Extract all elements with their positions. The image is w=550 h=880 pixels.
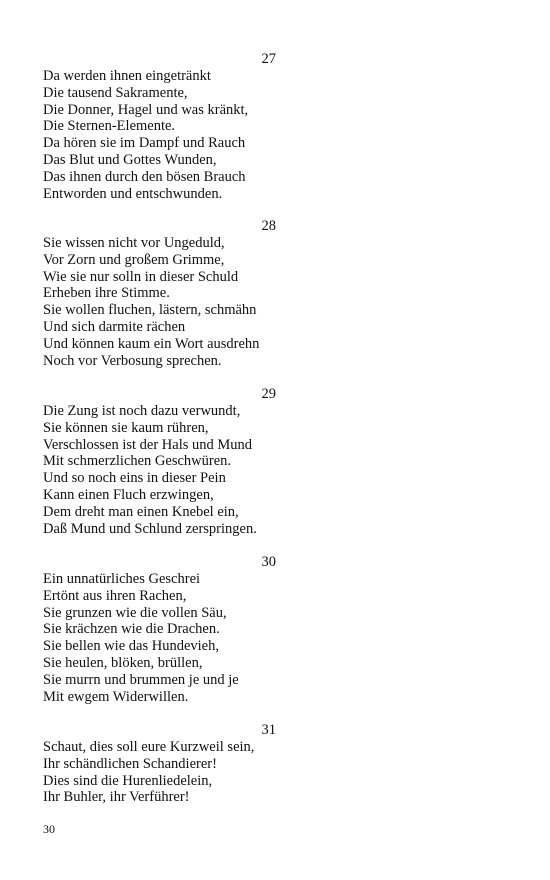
verse-line: Sie wissen nicht vor Ungeduld, [43,235,225,251]
verse-line: Sie wollen fluchen, lästern, schmähn [43,302,257,319]
verse-line: Entworden und entschwunden. [43,185,223,202]
verse-line: Die Donner, Hagel und was kränkt, [43,101,249,118]
stanza-29 [43,386,293,537]
stanza-30 [43,554,293,705]
verse-line: Das Blut und Gottes Wunden, [43,151,217,168]
verse-line: Sie krächzen wie die Drachen. [43,621,220,638]
stanza-31 [43,722,293,806]
verse-line: Kann einen Fluch erzwingen, [43,486,214,503]
verse-line: Verschlossen ist der Hals und Mund [43,436,253,453]
stanza-number: 29 [261,386,276,402]
stanza-number: 28 [261,218,276,234]
verse-line: Ihr schändlichen Schandierer! [43,755,217,772]
verse-line: Ein unnatürliches Geschrei [43,571,201,587]
verse-line: Vor Zorn und großem Grimme, [43,251,225,268]
verse-line: Dies sind die Hurenliedelein, [43,772,213,789]
verse-line: Da hören sie im Dampf und Rauch [43,135,246,152]
verse-line: Und so noch eins in dieser Pein [43,470,226,487]
verse-line: Sie heulen, blöken, brüllen, [43,654,203,671]
verse-line: Erheben ihre Stimme. [43,285,170,302]
verse-line: Die Sternen-Elemente. [43,118,176,135]
verse-line: Ihr Buhler, ihr Verführer! [43,789,190,806]
verse-line: Dem dreht man einen Knebel ein, [43,503,239,520]
verse-line: Schaut, dies soll eure Kurzweil sein, [43,739,255,755]
verse-line: Mit schmerzlichen Geschwüren. [43,453,232,470]
verse-line: Und sich darmite rächen [43,318,186,335]
stanza-27 [43,51,293,202]
page-number: 30 [43,822,55,836]
verse-line: Ertönt aus ihren Rachen, [43,587,187,604]
verse-line: Sie können sie kaum rühren, [43,419,209,436]
stanza-number: 27 [261,51,276,67]
verse-line: Mit ewgem Widerwillen. [43,688,189,705]
verse-line: Die Zung ist noch dazu verwundt, [43,403,241,419]
stanza-28 [43,218,293,369]
verse-line: Da werden ihnen eingetränkt [43,68,211,84]
verse-line: Noch vor Verbosung sprechen. [43,352,222,369]
verse-line: Sie grunzen wie die vollen Säu, [43,604,227,621]
verse-line: Die tausend Sakramente, [43,84,188,101]
verse-line: Sie bellen wie das Hundevieh, [43,638,219,655]
verse-line: Daß Mund und Schlund zerspringen. [43,520,257,537]
verse-line: Wie sie nur solln in dieser Schuld [43,268,239,285]
stanza-number: 31 [261,722,276,738]
verse-line: Das ihnen durch den bösen Brauch [43,168,246,185]
stanza-number: 30 [261,554,276,570]
verse-line: Und können kaum ein Wort ausdrehn [43,335,260,352]
verse-line: Sie murrn und brummen je und je [43,671,239,688]
